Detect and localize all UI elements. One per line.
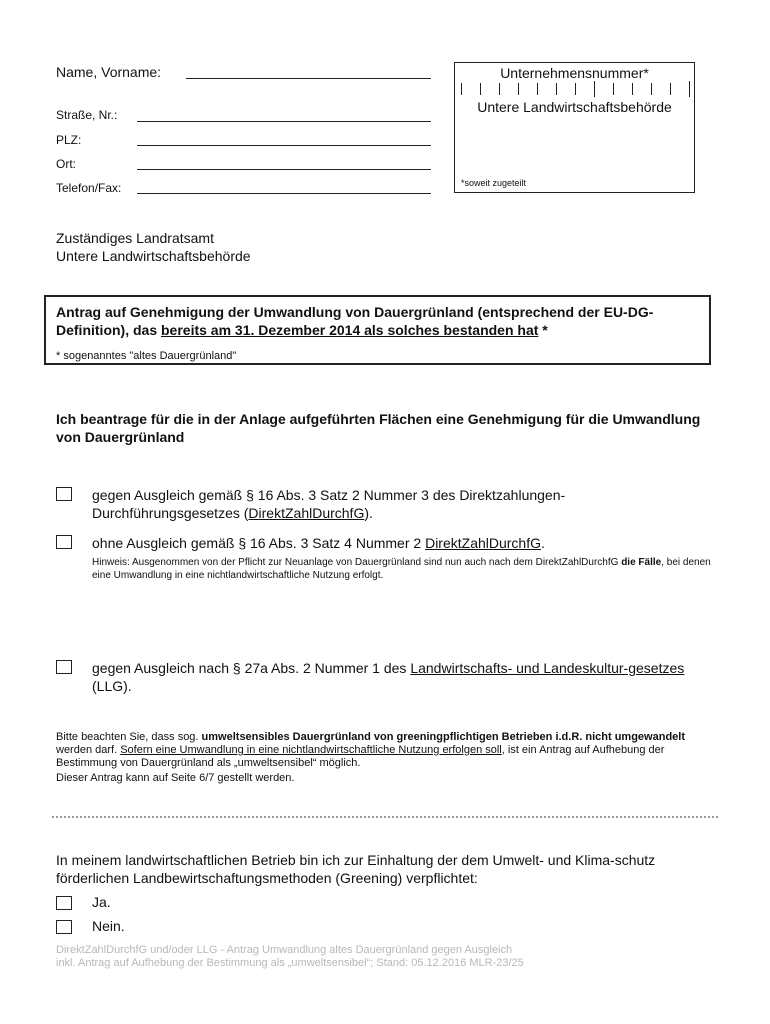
option-2-hint: Hinweis: Ausgenommen von der Pflicht zur Neuanlage von Dauergrünland sind nun auch nach dem DirektZahlDurchfG die Fälle, bei denen eine Umwandlung in eine nichtlandwirtschaftliche Nutzung erfolgt. bbox=[92, 557, 711, 581]
page-footer bbox=[56, 944, 524, 970]
notice-text: Bitte beachten Sie, dass sog. umweltsensibles Dauergrünland von greeningpflichtigen Betrieben i.d.R. nicht umgewandelt werden darf. Sofern eine Umwandlung in eine nichtlandwirtschaftliche Nutzung erfolgen soll, ist ein Antrag auf Aufhebung der Bestimmung von Dauergrünland als „umweltsensibel“ möglich. bbox=[56, 731, 685, 769]
application-footnote: * sogenanntes "altes Dauergrünland" bbox=[56, 350, 237, 362]
street-field[interactable] bbox=[137, 121, 431, 122]
footer-line2: inkl. Antrag auf Aufhebung der Bestimmung als „umweltsensibel“; Stand: 05.12.2016 MLR-23/25 bbox=[56, 957, 524, 969]
phone-field[interactable] bbox=[137, 193, 431, 194]
greening-yes-checkbox[interactable] bbox=[56, 896, 72, 910]
application-title: Antrag auf Genehmigung der Umwandlung von Dauergrünland (entsprechend der EU-DG-Definition), das bereits am 31. Dezember 2014 als solches bestanden hat * bbox=[56, 304, 654, 338]
name-field[interactable] bbox=[186, 78, 431, 79]
street-label: Straße, Nr.: bbox=[56, 108, 118, 122]
greening-question: In meinem landwirtschaftlichen Betrieb bin ich zur Einhaltung der dem Umwelt- und Klima-schutz förderlichen Landbewirtschaftungsmethoden (Greening) verpflichtet: bbox=[56, 852, 656, 886]
greening-no-checkbox[interactable] bbox=[56, 920, 72, 934]
company-number-title: Unternehmensnummer* bbox=[500, 65, 649, 81]
recipient-address bbox=[56, 229, 251, 265]
zip-label: PLZ: bbox=[56, 133, 82, 147]
authority-label: Untere Landwirtschaftsbehörde bbox=[477, 99, 672, 115]
recipient-line1: Zuständiges Landratsamt bbox=[56, 230, 214, 246]
option-1-checkbox[interactable] bbox=[56, 487, 72, 501]
greening-yes-label: Ja. bbox=[92, 894, 111, 910]
phone-label: Telefon/Fax: bbox=[56, 181, 122, 195]
company-number-input[interactable] bbox=[461, 83, 688, 99]
dotted-divider bbox=[52, 816, 718, 818]
request-heading: Ich beantrage für die in der Anlage aufgeführten Flächen eine Genehmigung für die Umwandlung von Dauergrünland bbox=[56, 411, 701, 445]
option-2-checkbox[interactable] bbox=[56, 535, 72, 549]
direktzahldurchfg-link[interactable]: DirektZahlDurchfG bbox=[425, 535, 541, 551]
option-3-checkbox[interactable] bbox=[56, 660, 72, 674]
company-number-footnote: *soweit zugeteilt bbox=[461, 178, 527, 188]
application-box bbox=[44, 295, 711, 365]
company-number-box bbox=[454, 62, 695, 193]
greening-no-label: Nein. bbox=[92, 918, 125, 934]
footer-line1: DirektZahlDurchfG und/oder LLG - Antrag Umwandlung altes Dauergrünland gegen Ausgleich bbox=[56, 944, 513, 956]
option-2-text: ohne Ausgleich gemäß § 16 Abs. 3 Satz 4 Nummer 2 DirektZahlDurchfG. bbox=[92, 535, 545, 551]
direktzahldurchfg-link[interactable]: DirektZahlDurchfG bbox=[248, 505, 365, 521]
name-label: Name, Vorname: bbox=[56, 64, 162, 80]
option-1-text: gegen Ausgleich gemäß § 16 Abs. 3 Satz 2 Nummer 3 des Direktzahlungen-Durchführungsgesetzes (DirektZahlDurchfG). bbox=[92, 487, 566, 521]
option-3-text: gegen Ausgleich nach § 27a Abs. 2 Nummer 1 des Landwirtschafts- und Landeskultur-gesetzes (LLG). bbox=[92, 660, 685, 694]
city-label: Ort: bbox=[56, 157, 76, 171]
zip-field[interactable] bbox=[137, 145, 431, 146]
llg-link[interactable]: Landwirtschafts- und Landeskultur-gesetzes bbox=[410, 660, 685, 676]
recipient-line2: Untere Landwirtschaftsbehörde bbox=[56, 248, 251, 264]
notice-line2: Dieser Antrag kann auf Seite 6/7 gestellt werden. bbox=[56, 772, 295, 784]
city-field[interactable] bbox=[137, 169, 431, 170]
